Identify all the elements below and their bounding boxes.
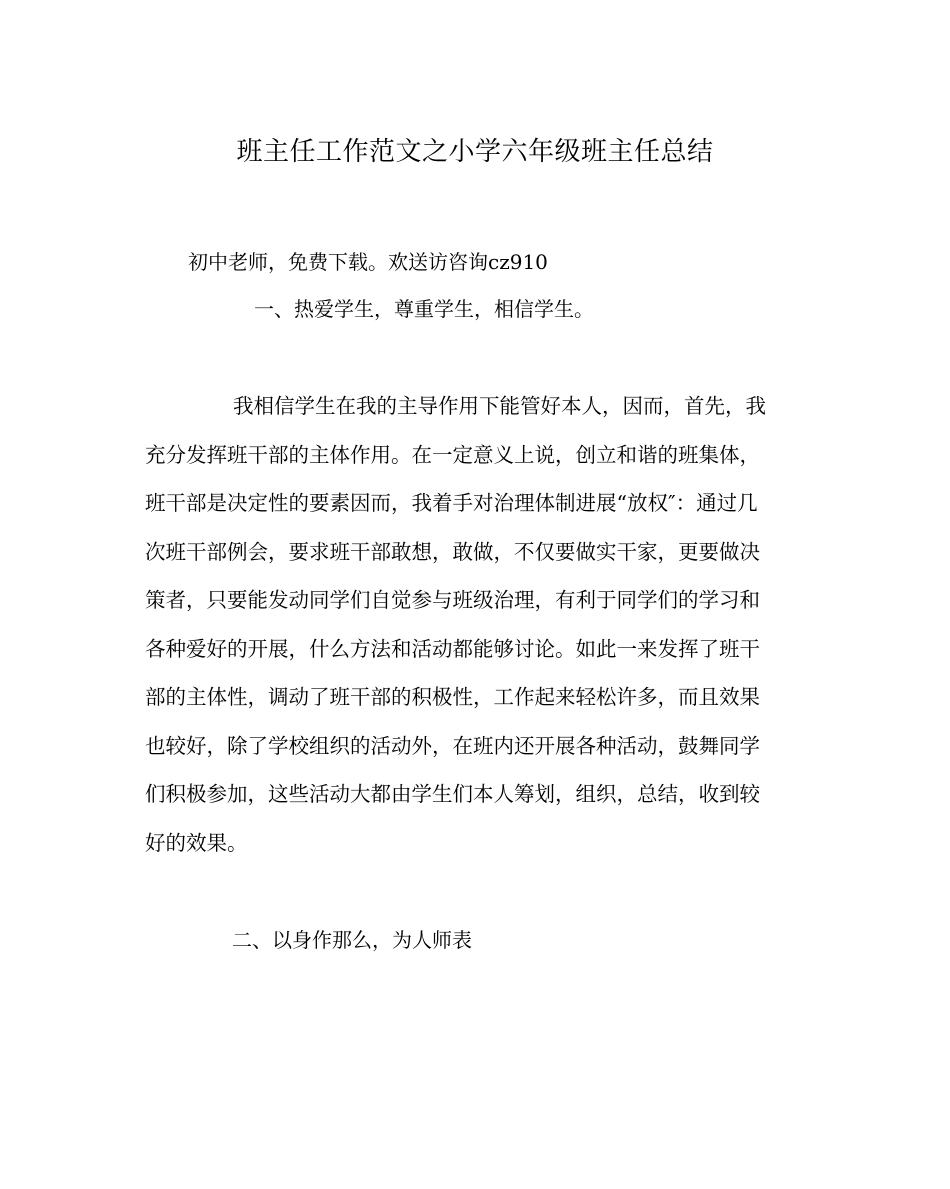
section-heading-2: 二、以身作那么，为人师表 (232, 928, 472, 952)
section-heading-1: 一、热爱学生，尊重学生，相信学生。 (254, 297, 594, 321)
paragraph-line: 也较好，除了学校组织的活动外，在班内还开展各种活动，鼓舞同学 (145, 733, 760, 758)
paragraph-line: 次班干部例会，要求班干部敢想，敢做，不仅要做实干家，更要做决 (145, 539, 760, 564)
intro-line: 初中老师，免费下载。欢送访咨询cz910 (188, 250, 548, 274)
paragraph-line: 班干部是决定性的要素因而，我着手对治理体制进展“放权″：通过几 (145, 491, 758, 515)
paragraph-line: 充分发挥班干部的主体作用。在一定意义上说，创立和谐的班集体， (145, 442, 760, 467)
paragraph-line: 我相信学生在我的主导作用下能管好本人，因而，首先，我 (233, 394, 766, 418)
paragraph-line: 们积极参加，这些活动大都由学生们本人筹划，组织，总结，收到较 (145, 782, 760, 806)
document-title: 班主任工作范文之小学六年级班主任总结 (236, 137, 714, 167)
paragraph-1 (145, 390, 815, 875)
paragraph-line: 好的效果。 (145, 830, 248, 855)
paragraph-line: 部的主体性，调动了班干部的积极性，工作起来轻松许多，而且效果 (145, 685, 760, 709)
paragraph-line: 各种爱好的开展，什么方法和活动都能够讨论。如此一来发挥了班干 (145, 636, 760, 661)
paragraph-line: 策者，只要能发动同学们自觉参与班级治理，有利于同学们的学习和 (145, 588, 760, 612)
